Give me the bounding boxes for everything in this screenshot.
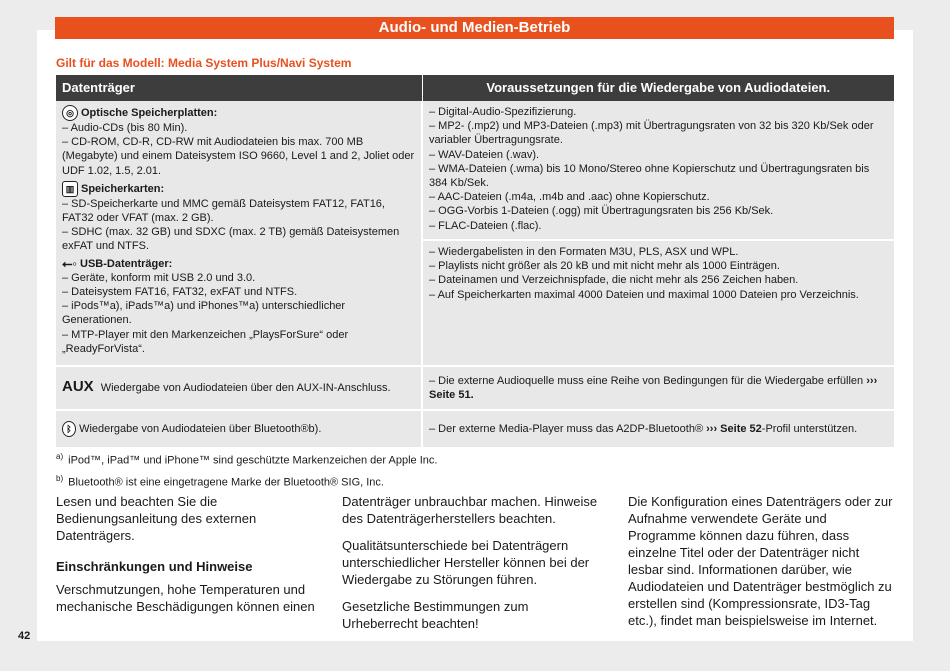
aux-cell [56,366,422,410]
footnote: $^{a)}$ iPod™, iPad™ und iPhone™ sind geschützte Markenzeichen der Apple Inc. [56,452,438,467]
bluetooth-page-link[interactable]: ››› Seite 52 [706,422,762,435]
usb-line: – Geräte, konform mit USB 2.0 und 3.0. [62,271,256,284]
optical-line: – CD-ROM, CD-R, CD-RW mit Audiodateien bis max. 700 MB (Megabyte) und einem Dateisystem ISO 9660, Level 1 and 2, Joliet oder UDF 1.02, 1.5, 2.01. [62,136,415,177]
cards-block [62,181,415,254]
aux-icon: AUX [62,378,94,396]
paragraph: Lesen und beachten Sie die Bedienungsanleitung des externen Datenträgers. [56,494,257,543]
sd-card-icon: ▥ [62,181,78,197]
media-table [56,75,894,449]
cards-line: – SDHC (max. 32 GB) und SDXC (max. 2 TB) gemäß Dateisystemen exFAT und NTFS. [62,226,400,253]
page-number: 42 [18,630,31,642]
usb-icon: ⭠◦ [62,255,78,271]
usb-line: – iPods™a), iPads™a) und iPhones™a) unterschiedlicher Generationen. [62,300,346,327]
paragraph: Datenträger unbrauchbar machen. Hinweise des Datenträgerherstellers beachten. [342,494,598,526]
optical-block [62,105,415,178]
usb-block [62,257,415,356]
text-column-3 [628,493,896,639]
format-line: – OGG-Vorbis 1-Dateien (.ogg) mit Übertragungsraten bis 256 Kb/Sek. [429,205,774,218]
paragraph: Verschmutzungen, hohe Temperaturen und mechanische Beschädigungen können einen [56,582,315,614]
column-header-medium: Datenträger [56,75,422,101]
format-line: – Digital-Audio-Spezifizierung. [429,106,577,118]
paragraph: Gesetzliche Bestimmungen zum Urheberrecht beachten! [342,599,529,631]
bluetooth-icon: ᛒ [62,421,76,437]
footnotes [56,448,437,491]
column-header-requirements: Voraussetzungen für die Wiedergabe von Audiodateien. [422,75,894,101]
format-line: – AAC-Dateien (.m4a, .m4b and .aac) ohne Kopierschutz. [429,191,710,204]
optical-line: – Audio-CDs (bis 80 Min). [62,122,188,134]
bluetooth-requirement-post: -Profil unterstützen. [761,422,858,435]
aux-requirement-cell [422,366,894,410]
playlist-line: – Wiedergabelisten in den Formaten M3U, PLS, ASX und WPL. [429,246,739,258]
format-line: – MP2- (.mp2) und MP3-Dateien (.mp3) mit Übertragungsraten von 32 bis 320 Kb/Sek oder variabler Übertragungsrate. [429,120,874,147]
text-column-2 [342,493,606,642]
playlists-cell [422,240,894,366]
format-line: – WMA-Dateien (.wma) bis 10 Mono/Stereo ohne Kopierschutz und Übertragungsraten bis 384 Kb/Sek. [429,162,870,190]
aux-page-link[interactable]: ››› Seite 51. [429,374,878,401]
bluetooth-cell [56,410,422,448]
aux-description: Wiedergabe von Audiodateien über den AUX-IN-Anschluss. [100,382,391,395]
bluetooth-description: Wiedergabe von Audiodateien über Bluetooth®b). [79,423,322,435]
paragraph: Qualitätsunterschiede bei Datenträgern unterschiedlicher Hersteller können bei der Wiedergabe zu Störungen führen. [342,538,590,587]
disc-icon: ◎ [62,105,78,121]
playlist-line: – Dateinamen und Verzeichnispfade, die nicht mehr als 256 Zeichen haben. [429,274,799,287]
bluetooth-requirement-cell [422,410,894,448]
format-line: – FLAC-Dateien (.flac). [429,219,542,232]
formats-cell [422,101,894,240]
format-line: – WAV-Dateien (.wav). [429,148,540,161]
aux-requirement: – Die externe Audioquelle muss eine Reihe von Bedingungen für die Wiedergabe erfüllen [429,374,864,387]
subheading: Einschränkungen und Hinweise [56,559,253,574]
footnote: $^{b)}$ Bluetooth® ist eine eingetragene Marke der Bluetooth® SIG, Inc. [56,473,384,489]
usb-line: – MTP-Player mit den Markenzeichen „PlaysForSure“ oder „ReadyForVista“. [62,328,349,355]
playlist-line: – Auf Speicherkarten maximal 4000 Dateien und maximal 1000 Dateien pro Verzeichnis. [429,288,859,301]
section-header: Audio- und Medien-Betrieb [55,17,894,39]
cards-line: – SD-Speicherkarte und MMC gemäß Dateisystem FAT12, FAT16, FAT32 oder VFAT (max. 2 GB). [62,197,385,225]
cards-title: Speicherkarten: [81,182,165,195]
usb-title: USB-Datenträger: [80,257,173,270]
media-types-cell [56,101,422,366]
usb-line: – Dateisystem FAT16, FAT32, exFAT und NTFS. [62,286,298,299]
bluetooth-requirement-pre: – Der externe Media-Player muss das A2DP-Bluetooth® [429,422,704,435]
playlist-line: – Playlists nicht größer als 20 kB und mit nicht mehr als 1000 Einträgen. [429,260,780,273]
paragraph: Die Konfiguration eines Datenträgers oder zur Aufnahme verwendete Geräte und Programme können dazu führen, dass einzelne Titel oder der Datenträger nicht lesbar sind. Informationen darüber, wie Audiodateien und Datenträger bestmöglich zu erstellen sind (Kompressionsrate, ID3-Tag etc.), findet man beispielsweise im Internet. [628,494,893,628]
text-column-1 [56,493,322,625]
model-note: Gilt für das Modell: Media System Plus/Navi System [56,56,352,70]
optical-title: Optische Speicherplatten: [81,106,218,119]
